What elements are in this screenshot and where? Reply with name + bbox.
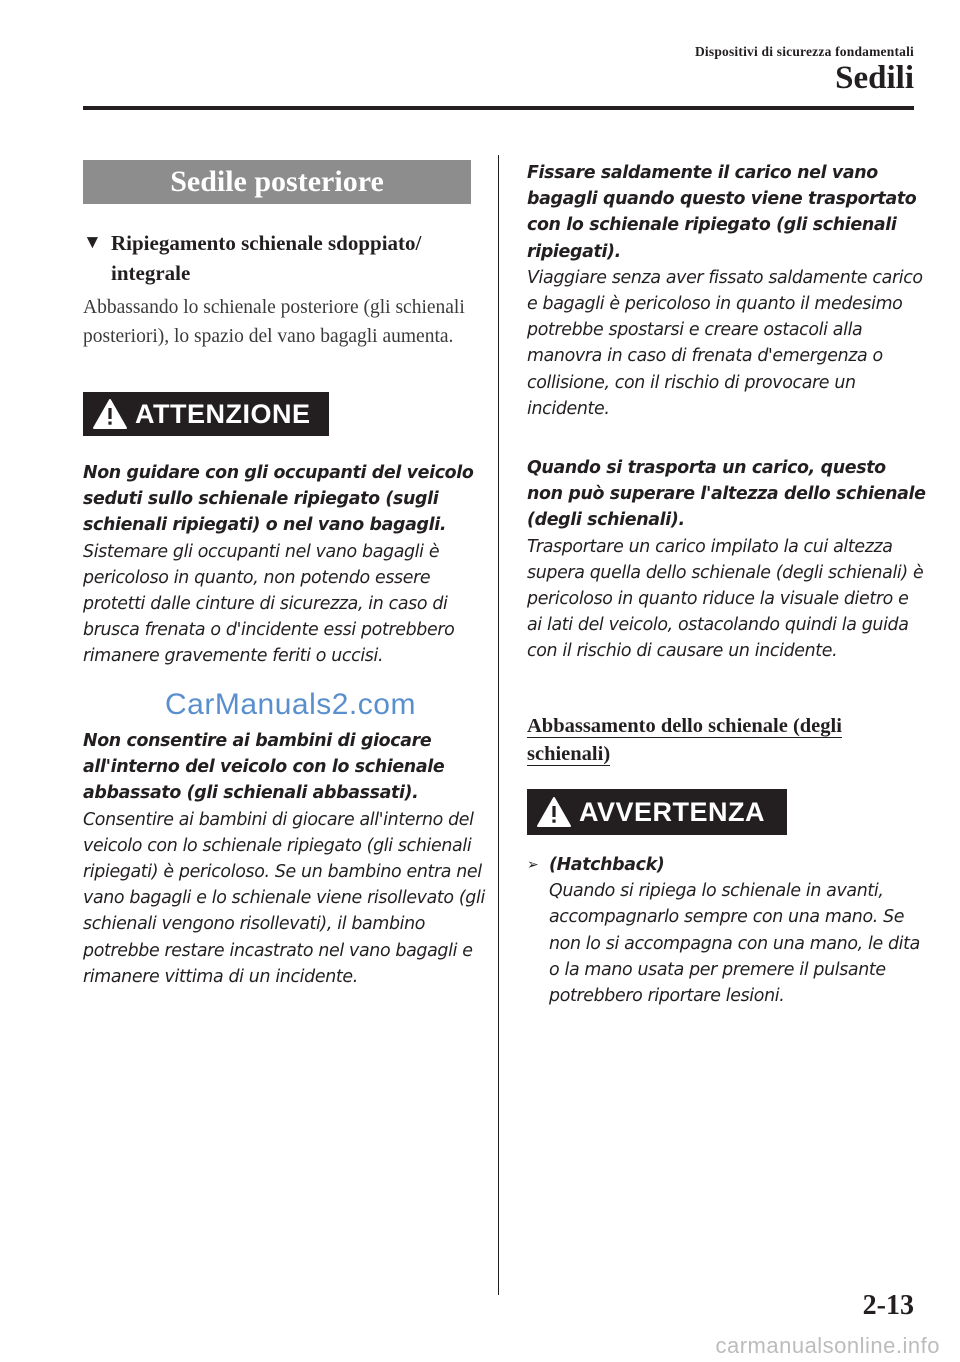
warning-bullet-item: [527, 852, 927, 1009]
attenzione-label: ATTENZIONE: [135, 398, 311, 429]
column-divider: [498, 155, 499, 1295]
site-watermark-overlay: CarManuals2.com: [165, 688, 416, 721]
subsection-heading-text: Ripiegamento schienale sdoppiato/ integrale: [111, 231, 422, 285]
subsection-title: [527, 712, 887, 768]
caution-item-body: Sistemare gli occupanti nel vano bagagli è pericoloso in quanto, non potendo essere protetti dalle cinture di sicurezza, in caso di brusca frenata o d'incidente essi potrebbero rimanere gravemente feriti o uccisi.: [83, 541, 455, 667]
caution-item-4: [527, 455, 927, 665]
caution-item-title: Fissare saldamente il carico nel vano bagagli quando questo viene trasportato con lo schienale ripiegato (gli schienali ripiegati).: [527, 163, 917, 262]
avvertenza-callout: [527, 789, 787, 835]
page-title: Sedili: [835, 60, 914, 96]
warning-bullet-body: Quando si ripiega lo schienale in avanti, accompagnarlo sempre con una mano. Se non lo si accompagna con una mano, le dita o la mano usata per premere il pulsante potrebbero riportare lesioni.: [549, 881, 920, 1007]
caution-item-title: Non consentire ai bambini di giocare all'interno del veicolo con lo schienale abbassato (gli schienali abbassati).: [83, 731, 445, 804]
triangle-down-icon: ▼: [83, 232, 102, 253]
warning-triangle-icon: [535, 795, 573, 829]
caution-item-title: Non guidare con gli occupanti del veicolo seduti sullo schienale ripiegato (sugli schienali ripiegati) o nel vano bagagli.: [83, 463, 474, 536]
intro-paragraph: Abbassando lo schienale posteriore (gli schienali posteriori), lo spazio del vano bagagli aumenta.: [83, 297, 465, 347]
attenzione-callout: [83, 392, 329, 436]
caution-item-body: Viaggiare senza aver fissato saldamente carico e bagagli è pericoloso in quanto il medesimo potrebbe spostarsi e creare ostacoli alla manovra in caso di frenata d'emergenza o collisione, con il rischio di provocare un incidente.: [527, 267, 923, 419]
caution-item-body: Trasportare un carico impilato la cui altezza supera quella dello schienale (degli schienali) è pericoloso in quanto riduce la visuale dietro e ai lati del veicolo, ostacolando quindi la guida con il rischio di causare un incidente.: [527, 536, 924, 662]
subsection-title-text: Abbassamento dello schienale (degli schienali): [527, 715, 842, 765]
footer-watermark: carmanualsonline.info: [715, 1333, 940, 1358]
page-number: 2-13: [862, 1290, 914, 1321]
subsection-heading: [83, 228, 473, 288]
arrow-right-bullet-icon: ➢: [527, 857, 539, 873]
header-rule: [83, 106, 914, 110]
caution-item-title: Quando si trasporta un carico, questo non può superare l'altezza dello schienale (degli schienali).: [527, 458, 926, 531]
section-banner: Sedile posteriore: [83, 160, 471, 204]
caution-item-2: [83, 728, 488, 990]
warning-bullet-title: (Hatchback): [549, 855, 665, 875]
avvertenza-label: AVVERTENZA: [579, 796, 766, 827]
section-label: Dispositivi di sicurezza fondamentali: [694, 44, 914, 59]
caution-item-3: [527, 160, 927, 422]
caution-item-1: [83, 460, 488, 670]
warning-triangle-icon: [91, 397, 129, 431]
caution-item-body: Consentire ai bambini di giocare all'interno del veicolo con lo schienale ripiegato (gli schienali ripiegati) è pericoloso. Se un bambino entra nel vano bagagli e lo schienale viene risollevato (gli schienali vengono risollevati), il bambino potrebbe restare incastrato nel vano bagagli e rimanere vittima di un incidente.: [83, 809, 485, 987]
